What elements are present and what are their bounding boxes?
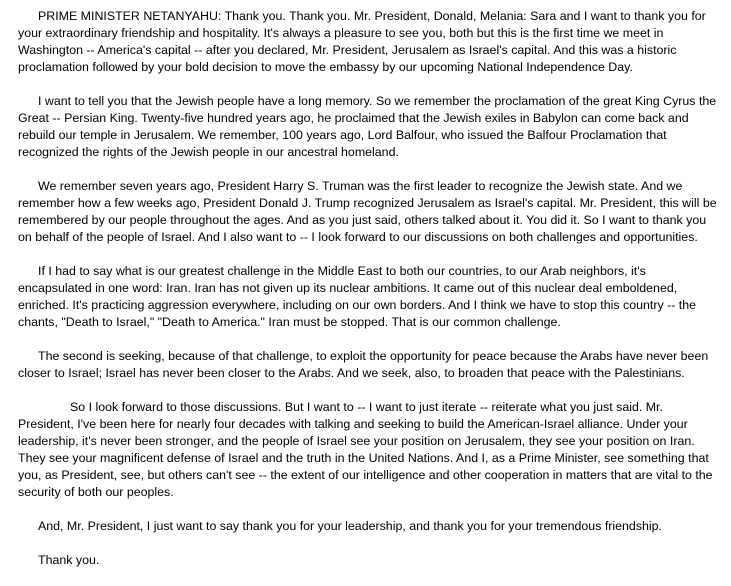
transcript-document — [18, 8, 718, 586]
paragraph-alliance: So I look forward to those discussions. But I want to -- I want to just iterate -- reiterate what you just said. Mr. President, I've been here for nearly four decades with talking and seeking to build the American-Israel alliance. Under your leadership, it's never been stronger, and the people of Israel see your position on Jerusalem, they see your position on Iran. They see your magnificent defense of Israel and the truth in the United Nations. And I, as a Prime Minister, see something that you, as President, see, but others can't see -- the extent of our intelligence and other cooperation in matters that are vital to the security of both our peoples. — [18, 400, 713, 499]
paragraph-recognition: We remember seven years ago, President Harry S. Truman was the first leader to recognize the Jewish state. And we remember how a few weeks ago, President Donald J. Trump recognized Jerusalem as Israel's capital. Mr. President, this will be remembered by our people throughout the ages. And as you just said, others talked about it. You did it. So I want to thank you on behalf of the people of Israel. And I also want to -- I look forward to our discussions on both challenges and opportunities. — [18, 179, 717, 244]
paragraph-jewish-memory: I want to tell you that the Jewish people have a long memory. So we remember the proclamation of the great King Cyrus the Great -- Persian King. Twenty-five hundred years ago, he proclaimed that the Jewish exiles in Babylon can come back and rebuild our temple in Jerusalem. We remember, 100 years ago, Lord Balfour, who issued the Balfour Proclamation that recognized the rights of the Jewish people in our ancestral homeland. — [18, 94, 717, 159]
paragraph-opening-remarks: PRIME MINISTER NETANYAHU: Thank you. Thank you. Mr. President, Donald, Melania: Sara and I want to thank you for your extraordinary friendship and hospitality. It's always a pleasure to see you, both but this is the first time we meet in Washington -- America's capital -- after you declared, Mr. President, Jerusalem as Israel's capital. And this was a historic proclamation followed by your bold decision to move the embassy by our upcoming National Independence Day. — [18, 9, 706, 74]
paragraph-gratitude: And, Mr. President, I just want to say thank you for your leadership, and thank you for your tremendous friendship. — [38, 519, 662, 533]
paragraph-closing: Thank you. — [38, 553, 100, 567]
paragraph-peace-opportunity: The second is seeking, because of that challenge, to exploit the opportunity for peace because the Arabs have never been closer to Israel; Israel has never been closer to the Arabs. And we seek, also, to broaden that peace with the Palestinians. — [18, 349, 709, 380]
paragraph-iran-challenge: If I had to say what is our greatest challenge in the Middle East to both our countries, to our Arab neighbors, it's encapsulated in one word: Iran. Iran has not given up its nuclear ambitions. It came out of this nuclear deal emboldened, enriched. It's practicing aggression everywhere, including on our own borders. And I think we have to stop this country -- the chants, "Death to Israel," "Death to America." Iran must be stopped. That is our common challenge. — [18, 264, 697, 329]
